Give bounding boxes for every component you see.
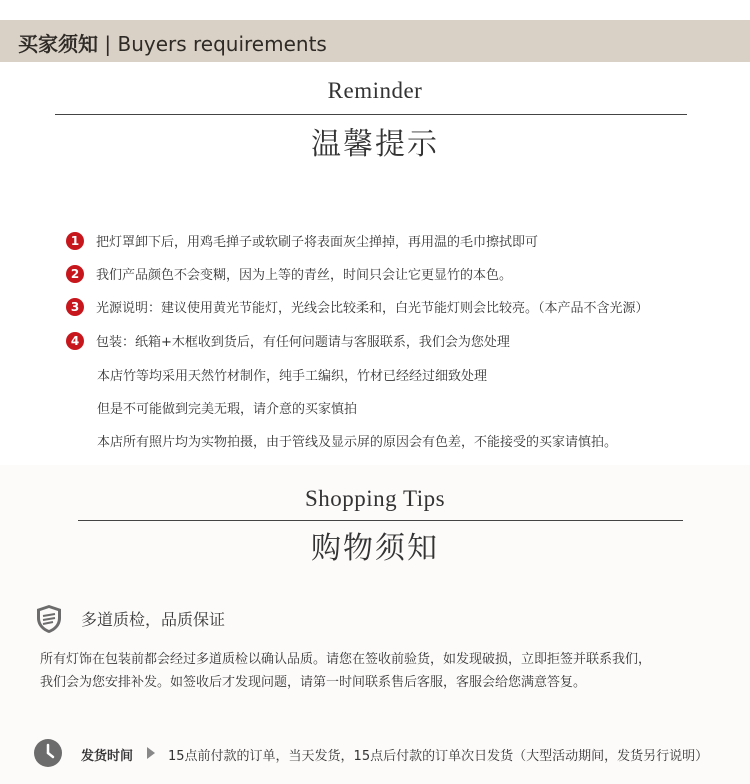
buyers-requirements-header xyxy=(0,20,750,62)
top-spacer xyxy=(0,0,750,20)
quality-title: 多道质检，品质保证 xyxy=(81,610,226,629)
number-badge: 4 xyxy=(66,332,84,350)
header-title-cn: 买家须知 xyxy=(18,32,98,56)
number-badge: 2 xyxy=(66,265,84,283)
play-arrow-icon xyxy=(147,747,155,759)
reminder-item-text: 我们产品颜色不会变糊，因为上等的青丝，时间只会让它更显竹的本色。 xyxy=(96,268,513,283)
reminder-item-text: 把灯罩卸下后，用鸡毛掸子或软刷子将表面灰尘掸掉，再用温的毛巾擦拭即可 xyxy=(96,235,539,250)
quality-text-line-1: 所有灯饰在包装前都会经过多道质检以确认品质。请您在签收前验货，如发现破损，立即拒签并联系我们， xyxy=(40,652,652,667)
reminder-item-text: 光源说明：建议使用黄光节能灯，光线会比较柔和，白光节能灯则会比较亮。（本产品不含光源） xyxy=(96,301,649,316)
reminder-note-1: 本店竹等均采用天然竹材制作，纯手工编织，竹材已经经过细致处理 xyxy=(97,369,488,384)
reminder-item-3 xyxy=(66,297,649,316)
reminder-title-en: Reminder xyxy=(327,78,423,103)
shopping-divider xyxy=(78,520,683,521)
number-badge: 3 xyxy=(66,298,84,316)
number-badge: 1 xyxy=(66,232,84,250)
reminder-item-1 xyxy=(66,231,538,250)
reminder-item-2 xyxy=(66,264,512,283)
header-separator: | xyxy=(104,32,112,56)
header-title-en: Buyers requirements xyxy=(117,32,327,56)
clock-icon xyxy=(34,739,62,767)
reminder-note-3: 本店所有照片均为实物拍摄，由于管线及显示屏的原因会有色差，不能接受的买家请慎拍。 xyxy=(97,435,618,450)
reminder-title-cn: 温馨提示 xyxy=(311,127,439,162)
shield-check-icon xyxy=(36,604,62,634)
reminder-item-text: 包装：纸箱+木框收到货后，有任何问题请与客服联系，我们会为您处理 xyxy=(96,335,510,350)
header-title xyxy=(18,28,327,57)
shipping-time-label: 发货时间 xyxy=(81,749,134,764)
shipping-time-text: 15点前付款的订单，当天发货，15点后付款的订单次日发货（大型活动期间，发货另行说明） xyxy=(168,749,709,764)
shopping-title-en: Shopping Tips xyxy=(304,486,446,511)
reminder-divider xyxy=(55,114,687,115)
reminder-item-4 xyxy=(66,331,510,350)
reminder-note-2: 但是不可能做到完美无瑕，请介意的买家慎拍 xyxy=(97,402,358,417)
shopping-title-cn: 购物须知 xyxy=(311,531,439,566)
quality-text-line-2: 我们会为您安排补发。如签收后才发现问题，请第一时间联系售后客服，客服会给您满意答复。 xyxy=(40,675,587,690)
